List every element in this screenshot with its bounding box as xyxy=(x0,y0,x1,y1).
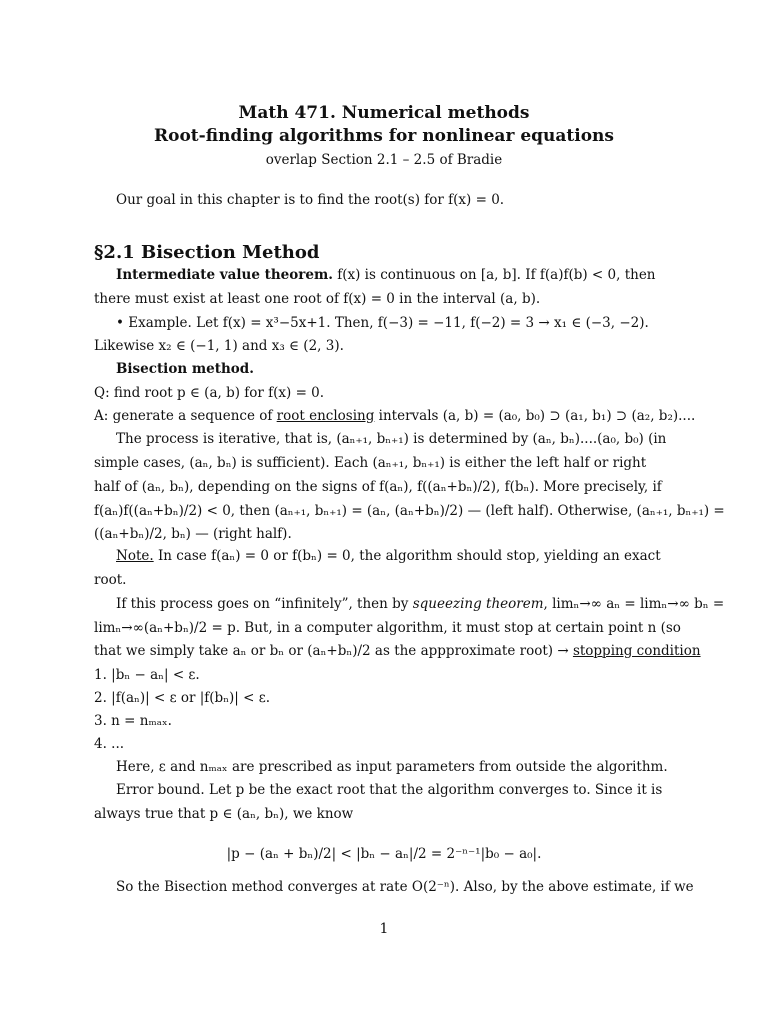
ivt-label: Intermediate value theorem. xyxy=(116,267,333,283)
ivt-line-1 xyxy=(116,267,656,283)
params-line: Here, ε and nₘₐₓ are prescribed as input parameters from outside the algorithm. xyxy=(116,759,668,775)
doc-subtitle: overlap Section 2.1 – 2.5 of Bradie xyxy=(265,152,503,168)
process-line-4: f(aₙ)f((aₙ+bₙ)/2) < 0, then (aₙ₊₁, bₙ₊₁) = (aₙ, (aₙ+bₙ)/2) — (left half). Otherwise, (aₙ₊₁, bₙ₊₁) = xyxy=(94,503,725,519)
answer-prefix: A: generate a sequence of xyxy=(94,408,277,424)
doc-title-line2: Root-finding algorithms for nonlinear equations xyxy=(154,126,614,146)
intro-paragraph: Our goal in this chapter is to find the root(s) for f(x) = 0. xyxy=(116,192,505,208)
ivt-line-2: there must exist at least one root of f(x) = 0 in the interval (a, b). xyxy=(94,291,541,307)
answer-suffix: intervals (a, b) = (a₀, b₀) ⊃ (a₁, b₁) ⊃ (a₂, b₂).... xyxy=(374,408,696,424)
infinite-italic: squeezing theorem xyxy=(412,596,544,612)
infinite-line-1 xyxy=(116,596,724,612)
condition-2: 2. |f(aₙ)| < ε or |f(bₙ)| < ε. xyxy=(94,690,271,706)
note-line-1 xyxy=(116,548,661,564)
process-line-1: The process is iterative, that is, (aₙ₊₁, bₙ₊₁) is determined by (aₙ, bₙ)....(a₀, b₀) (in xyxy=(116,431,667,447)
error-bound-line-1: Error bound. Let p be the exact root that the algorithm converges to. Since it is xyxy=(116,782,663,798)
convergence-line: So the Bisection method converges at rate O(2⁻ⁿ). Also, by the above estimate, if we xyxy=(116,879,694,895)
infinite-line-2: limₙ→∞(aₙ+bₙ)/2 = p. But, in a computer algorithm, it must stop at certain point n (so xyxy=(94,620,681,636)
note-line-2: root. xyxy=(94,572,127,588)
method-label: Bisection method. xyxy=(116,361,254,377)
note-label: Note. xyxy=(116,548,154,564)
answer-underlined: root enclosing xyxy=(276,408,375,424)
error-bound-line-2: always true that p ∈ (aₙ, bₙ), we know xyxy=(94,806,354,822)
infinite-line-3 xyxy=(94,643,701,659)
note-text: In case f(aₙ) = 0 or f(bₙ) = 0, the algorithm should stop, yielding an exact xyxy=(153,548,661,564)
condition-4: 4. ... xyxy=(94,736,125,752)
process-line-2: simple cases, (aₙ, bₙ) is sufficient). Each (aₙ₊₁, bₙ₊₁) is either the left half or right xyxy=(94,455,647,471)
stopping-condition-label: stopping condition xyxy=(572,643,701,659)
example-line-2: Likewise x₂ ∈ (−1, 1) and x₃ ∈ (2, 3). xyxy=(94,338,344,354)
question-line: Q: find root p ∈ (a, b) for f(x) = 0. xyxy=(94,385,325,401)
process-line-5: ((aₙ+bₙ)/2, bₙ) — (right half). xyxy=(94,526,292,542)
section-heading: §2.1 Bisection Method xyxy=(94,242,320,263)
error-equation: |p − (aₙ + bₙ)/2| < |bₙ − aₙ|/2 = 2⁻ⁿ⁻¹|b₀ − a₀|. xyxy=(226,846,542,862)
ivt-text: f(x) is continuous on [a, b]. If f(a)f(b) < 0, then xyxy=(332,267,656,283)
doc-title-line1: Math 471. Numerical methods xyxy=(238,103,530,123)
condition-3: 3. n = nₘₐₓ. xyxy=(94,713,172,729)
process-line-3: half of (aₙ, bₙ), depending on the signs of f(aₙ), f((aₙ+bₙ)/2), f(bₙ). More precisely, if xyxy=(94,479,662,495)
answer-line xyxy=(94,408,695,424)
page-number: 1 xyxy=(379,921,389,937)
infinite-text-b: , limₙ→∞ aₙ = limₙ→∞ bₙ = xyxy=(543,596,725,612)
condition-1: 1. |bₙ − aₙ| < ε. xyxy=(94,667,200,683)
example-line-1: • Example. Let f(x) = x³−5x+1. Then, f(−3) = −11, f(−2) = 3 → x₁ ∈ (−3, −2). xyxy=(116,315,649,331)
infinite-text-a: If this process goes on “infinitely”, then by xyxy=(116,596,413,612)
infinite-line-3-prefix: that we simply take aₙ or bₙ or (aₙ+bₙ)/2 as the appproximate root) → xyxy=(94,643,573,659)
